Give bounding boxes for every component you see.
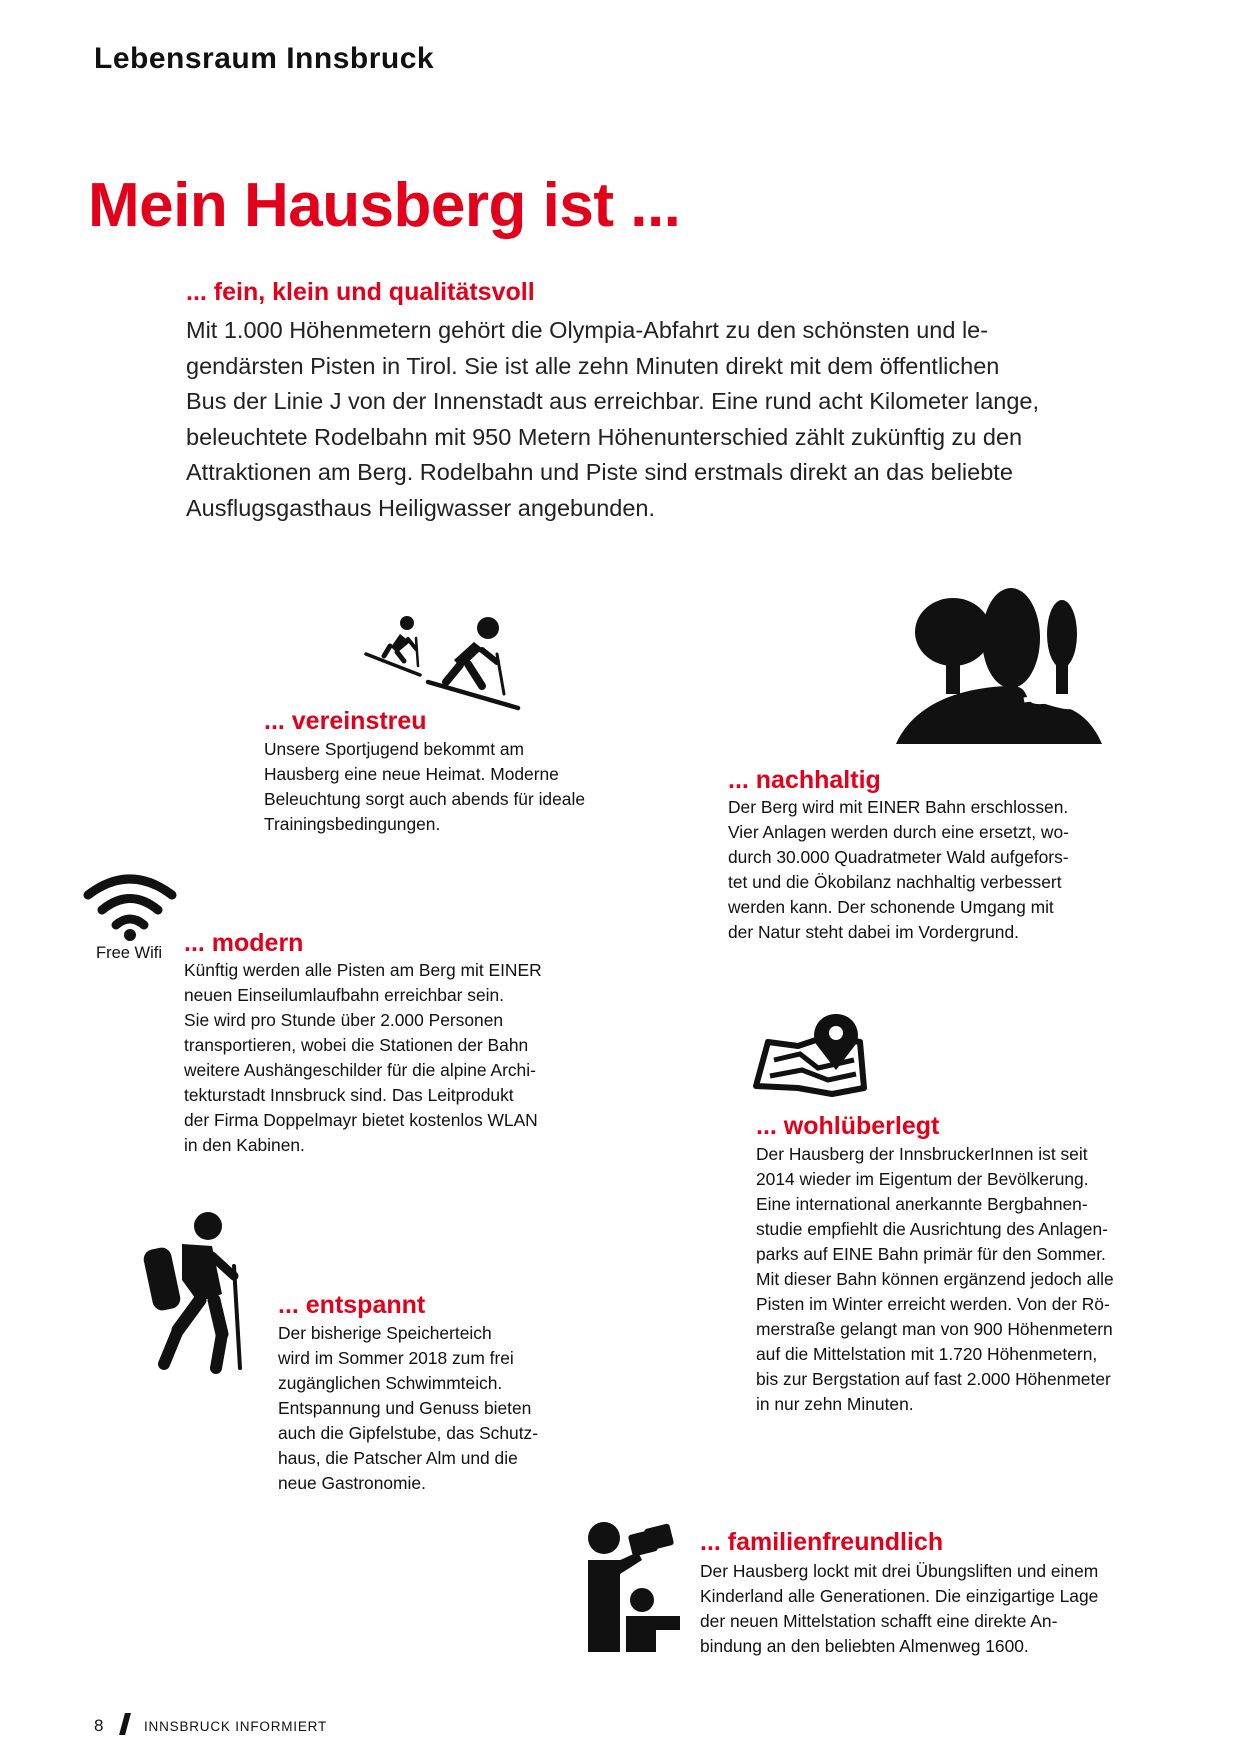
text-line: durch 30.000 Quadratmeter Wald aufgefors- bbox=[728, 847, 1069, 867]
text-line: Beleuchtung sorgt auch abends für ideale bbox=[264, 789, 585, 809]
text-line: haus, die Patscher Alm und die bbox=[278, 1448, 518, 1468]
intro-text bbox=[186, 313, 1086, 526]
text-line: werden kann. Der schonende Umgang mit bbox=[728, 897, 1054, 917]
text-line: in den Kabinen. bbox=[184, 1135, 305, 1155]
skiers-icon bbox=[364, 612, 526, 712]
familienfreundlich-text bbox=[700, 1559, 1170, 1659]
text-line: zugänglichen Schwimmteich. bbox=[278, 1373, 503, 1393]
text-line: parks auf EINE Bahn primär für den Sommer. bbox=[756, 1244, 1106, 1264]
hiker-icon bbox=[142, 1210, 252, 1374]
entspannt-heading: ... entspannt bbox=[278, 1291, 426, 1319]
publication-name: INNSBRUCK INFORMIERT bbox=[144, 1719, 328, 1734]
nachhaltig-text bbox=[728, 795, 1128, 945]
text-line: 2014 wieder im Eigentum der Bevölkerung. bbox=[756, 1169, 1089, 1189]
text-line: der Natur steht dabei im Vordergrund. bbox=[728, 922, 1019, 942]
text-line: merstraße gelangt man von 900 Höhenmetern bbox=[756, 1319, 1113, 1339]
vereinstreu-heading: ... vereinstreu bbox=[264, 707, 427, 735]
map-pin-icon bbox=[752, 1012, 868, 1098]
text-line: neuen Einseilumlaufbahn erreichbar sein. bbox=[184, 985, 504, 1005]
text-line: Pisten im Winter erreicht werden. Von der Rö- bbox=[756, 1294, 1110, 1314]
text-line: weitere Aushängeschilder für die alpine Archi- bbox=[184, 1060, 536, 1080]
entspannt-text bbox=[278, 1321, 598, 1496]
text-line: Unsere Sportjugend bekommt am bbox=[264, 739, 525, 759]
wifi-label: Free Wifi bbox=[96, 944, 162, 962]
intro-line: Ausflugsgasthaus Heiligwasser angebunden. bbox=[186, 494, 656, 521]
text-line: wird im Sommer 2018 zum frei bbox=[278, 1348, 514, 1368]
text-line: auch die Gipfelstube, das Schutz- bbox=[278, 1423, 539, 1443]
text-line: Vier Anlagen werden durch eine ersetzt, wo- bbox=[728, 822, 1069, 842]
text-line: Der bisherige Speicherteich bbox=[278, 1323, 492, 1343]
modern-text bbox=[184, 958, 604, 1158]
text-line: Kinderland alle Generationen. Die einzigartige Lage bbox=[700, 1586, 1099, 1606]
footer-divider bbox=[119, 1713, 131, 1735]
intro-line: Attraktionen am Berg. Rodelbahn und Piste sind erstmals direkt an das beliebte bbox=[186, 459, 1013, 485]
text-line: Der Hausberg der InnsbruckerInnen ist seit bbox=[756, 1144, 1088, 1164]
familienfreundlich-heading: ... familienfreundlich bbox=[700, 1528, 944, 1556]
text-line: Der Berg wird mit EINER Bahn erschlossen. bbox=[728, 797, 1069, 817]
text-line: Mit dieser Bahn können ergänzend jedoch alle bbox=[756, 1269, 1114, 1289]
text-line: auf die Mittelstation mit 1.720 Höhenmetern, bbox=[756, 1344, 1098, 1364]
text-line: tet und die Ökobilanz nachhaltig verbessert bbox=[728, 872, 1062, 892]
vereinstreu-text bbox=[264, 737, 644, 837]
text-line: Hausberg eine neue Heimat. Moderne bbox=[264, 764, 559, 784]
intro-line: Mit 1.000 Höhenmetern gehört die Olympia-Abfahrt zu den schönsten und le- bbox=[186, 317, 989, 343]
text-line: bindung an den beliebten Almenweg 1600. bbox=[700, 1636, 1029, 1656]
text-line: Trainingsbedingungen. bbox=[264, 814, 441, 834]
family-binoculars-icon bbox=[586, 1518, 682, 1652]
text-line: Entspannung und Genuss bieten bbox=[278, 1398, 532, 1418]
text-line: in nur zehn Minuten. bbox=[756, 1394, 914, 1414]
intro-line: beleuchtete Rodelbahn mit 950 Metern Höhenunterschied zählt zukünftig zu den bbox=[186, 423, 1023, 450]
intro-line: gendärsten Pisten in Tirol. Sie ist alle zehn Minuten direkt mit dem öffentlichen bbox=[186, 352, 1000, 379]
text-line: Künftig werden alle Pisten am Berg mit EINER bbox=[184, 960, 542, 980]
text-line: der Firma Doppelmayr bietet kostenlos WLAN bbox=[184, 1110, 538, 1130]
wohlueberlegt-text bbox=[756, 1142, 1196, 1417]
text-line: bis zur Bergstation auf fast 2.000 Höhenmeter bbox=[756, 1369, 1111, 1389]
nachhaltig-heading: ... nachhaltig bbox=[728, 766, 881, 794]
text-line: der neuen Mittelstation schafft eine direkte An- bbox=[700, 1611, 1058, 1631]
wifi-icon bbox=[82, 873, 178, 941]
text-line: Der Hausberg lockt mit drei Übungsliften und einem bbox=[700, 1561, 1099, 1581]
text-line: transportieren, wobei die Stationen der Bahn bbox=[184, 1035, 529, 1055]
text-line: studie empfiehlt die Ausrichtung des Anlagen- bbox=[756, 1219, 1108, 1239]
intro-line: Bus der Linie J von der Innenstadt aus erreichbar. Eine rund acht Kilometer lange, bbox=[186, 388, 1040, 414]
trees-icon bbox=[896, 588, 1102, 744]
section-label: Lebensraum Innsbruck bbox=[94, 42, 435, 75]
page-number: 8 bbox=[94, 1716, 104, 1735]
text-line: Sie wird pro Stunde über 2.000 Personen bbox=[184, 1010, 504, 1030]
intro-heading: ... fein, klein und qualitätsvoll bbox=[186, 278, 535, 306]
wohlueberlegt-heading: ... wohlüberlegt bbox=[756, 1112, 940, 1140]
page-title: Mein Hausberg ist ... bbox=[88, 171, 681, 240]
text-line: neue Gastronomie. bbox=[278, 1473, 426, 1493]
text-line: Eine international anerkannte Bergbahnen- bbox=[756, 1194, 1088, 1214]
text-line: tekturstadt Innsbruck sind. Das Leitprodukt bbox=[184, 1085, 514, 1105]
modern-heading: ... modern bbox=[184, 929, 304, 957]
